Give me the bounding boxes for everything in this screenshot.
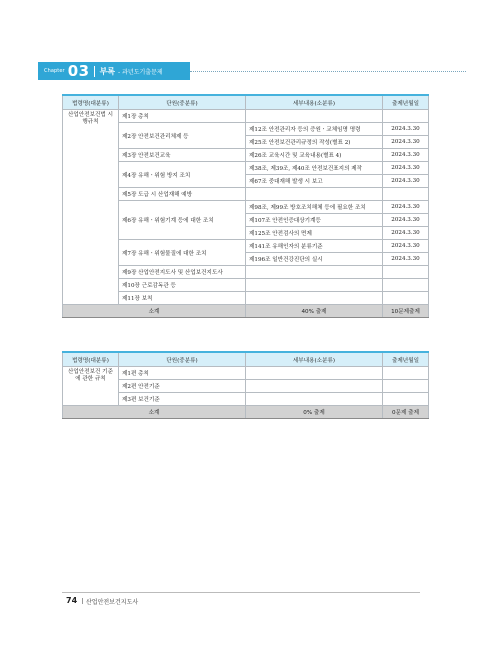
unit-cell: 제4장 유해ㆍ위험 방지 조치	[119, 162, 246, 188]
law-category: 산업안전보건법 시행규칙	[63, 110, 119, 305]
detail-cell	[246, 380, 383, 393]
detail-cell	[246, 393, 383, 406]
footer-rule	[62, 592, 420, 593]
detail-cell: 제98조, 제99조 방호조치해체 등에 필요한 조치	[246, 201, 383, 214]
footer-divider	[82, 598, 83, 604]
exam-table-rules	[62, 94, 429, 318]
date-cell: 2024.3.30	[383, 227, 429, 240]
subtotal-percent: 0% 출제	[246, 406, 383, 419]
detail-cell: 제38조, 제39조, 제40조 안전보건표지의 제작	[246, 162, 383, 175]
law-category: 산업안전보건 기준에 관한 규칙	[63, 367, 119, 406]
detail-cell	[246, 292, 383, 305]
detail-cell: 제12조 안전관리자 등의 증원ㆍ교체임명 명령	[246, 123, 383, 136]
exam-table-standards	[62, 351, 429, 419]
unit-cell: 제6장 유해ㆍ위험기계 등에 대한 조치	[119, 201, 246, 240]
date-cell	[383, 393, 429, 406]
header-detail: 세부내용(소분류)	[246, 352, 383, 367]
detail-cell	[246, 367, 383, 380]
subtotal-count: 10문제출제	[383, 305, 429, 318]
header-exam-date: 출제년월일	[383, 95, 429, 110]
unit-cell: 제10장 근로감독관 등	[119, 279, 246, 292]
chapter-label: Chapter	[44, 68, 65, 74]
detail-cell: 제125조 안전검사의 면제	[246, 227, 383, 240]
unit-cell: 제1장 총칙	[119, 110, 246, 123]
detail-cell	[246, 279, 383, 292]
date-cell: 2024.3.30	[383, 149, 429, 162]
header-law-name: 법령명(대분류)	[63, 95, 119, 110]
table-row	[63, 367, 429, 380]
header-unit: 단원(중분류)	[119, 95, 246, 110]
date-cell	[383, 266, 429, 279]
detail-cell	[246, 188, 383, 201]
date-cell	[383, 367, 429, 380]
subtotal-count: 0문제 출제	[383, 406, 429, 419]
table-header-row	[63, 95, 429, 110]
chapter-number: 03	[67, 62, 90, 80]
detail-cell: 제196조 일반건강진단의 실시	[246, 253, 383, 266]
page-number: 74	[66, 596, 78, 605]
date-cell: 2024.3.30	[383, 175, 429, 188]
header-dotted-rule	[190, 71, 466, 72]
chapter-subtitle: - 과년도기출문제	[118, 68, 163, 76]
date-cell	[383, 188, 429, 201]
unit-cell: 제9장 산업안전지도사 및 산업보건지도사	[119, 266, 246, 279]
unit-cell: 제3편 보건기준	[119, 393, 246, 406]
header-unit: 단원(중분류)	[119, 352, 246, 367]
subtotal-percent: 40% 출제	[246, 305, 383, 318]
table-header-row	[63, 352, 429, 367]
date-cell	[383, 380, 429, 393]
unit-cell: 제11장 보칙	[119, 292, 246, 305]
header-exam-date: 출제년월일	[383, 352, 429, 367]
header-detail: 세부내용(소분류)	[246, 95, 383, 110]
date-cell: 2024.3.30	[383, 240, 429, 253]
subtotal-label: 소계	[63, 305, 246, 318]
subtotal-row	[63, 305, 429, 318]
chapter-header	[38, 62, 190, 80]
date-cell: 2024.3.30	[383, 136, 429, 149]
chapter-divider	[94, 66, 95, 77]
book-title: 산업안전보건지도사	[86, 599, 139, 606]
date-cell	[383, 292, 429, 305]
date-cell: 2024.3.30	[383, 123, 429, 136]
detail-cell: 제67조 중대재해 발생 시 보고	[246, 175, 383, 188]
unit-cell: 제2장 안전보건관리체제 등	[119, 123, 246, 149]
header-law-name: 법령명(대분류)	[63, 352, 119, 367]
detail-cell: 제25조 안전보건관리규정의 작성(별표 2)	[246, 136, 383, 149]
date-cell: 2024.3.30	[383, 162, 429, 175]
unit-cell: 제2편 안전기준	[119, 380, 246, 393]
date-cell: 2024.3.30	[383, 201, 429, 214]
subtotal-row	[63, 406, 429, 419]
detail-cell: 제26조 교육시간 및 교육내용(별표 4)	[246, 149, 383, 162]
detail-cell: 제107조 안전인증대상기계등	[246, 214, 383, 227]
table-row	[63, 110, 429, 123]
chapter-title: 부록	[99, 66, 116, 76]
unit-cell: 제7장 유해ㆍ위험물질에 대한 조치	[119, 240, 246, 266]
detail-cell: 제141조 유해인자의 분류기준	[246, 240, 383, 253]
unit-cell: 제1편 총칙	[119, 367, 246, 380]
detail-cell	[246, 110, 383, 123]
unit-cell: 제5장 도급 시 산업재해 예방	[119, 188, 246, 201]
date-cell	[383, 110, 429, 123]
date-cell: 2024.3.30	[383, 214, 429, 227]
detail-cell	[246, 266, 383, 279]
date-cell: 2024.3.30	[383, 253, 429, 266]
subtotal-label: 소계	[63, 406, 246, 419]
unit-cell: 제3장 안전보건교육	[119, 149, 246, 162]
date-cell	[383, 279, 429, 292]
